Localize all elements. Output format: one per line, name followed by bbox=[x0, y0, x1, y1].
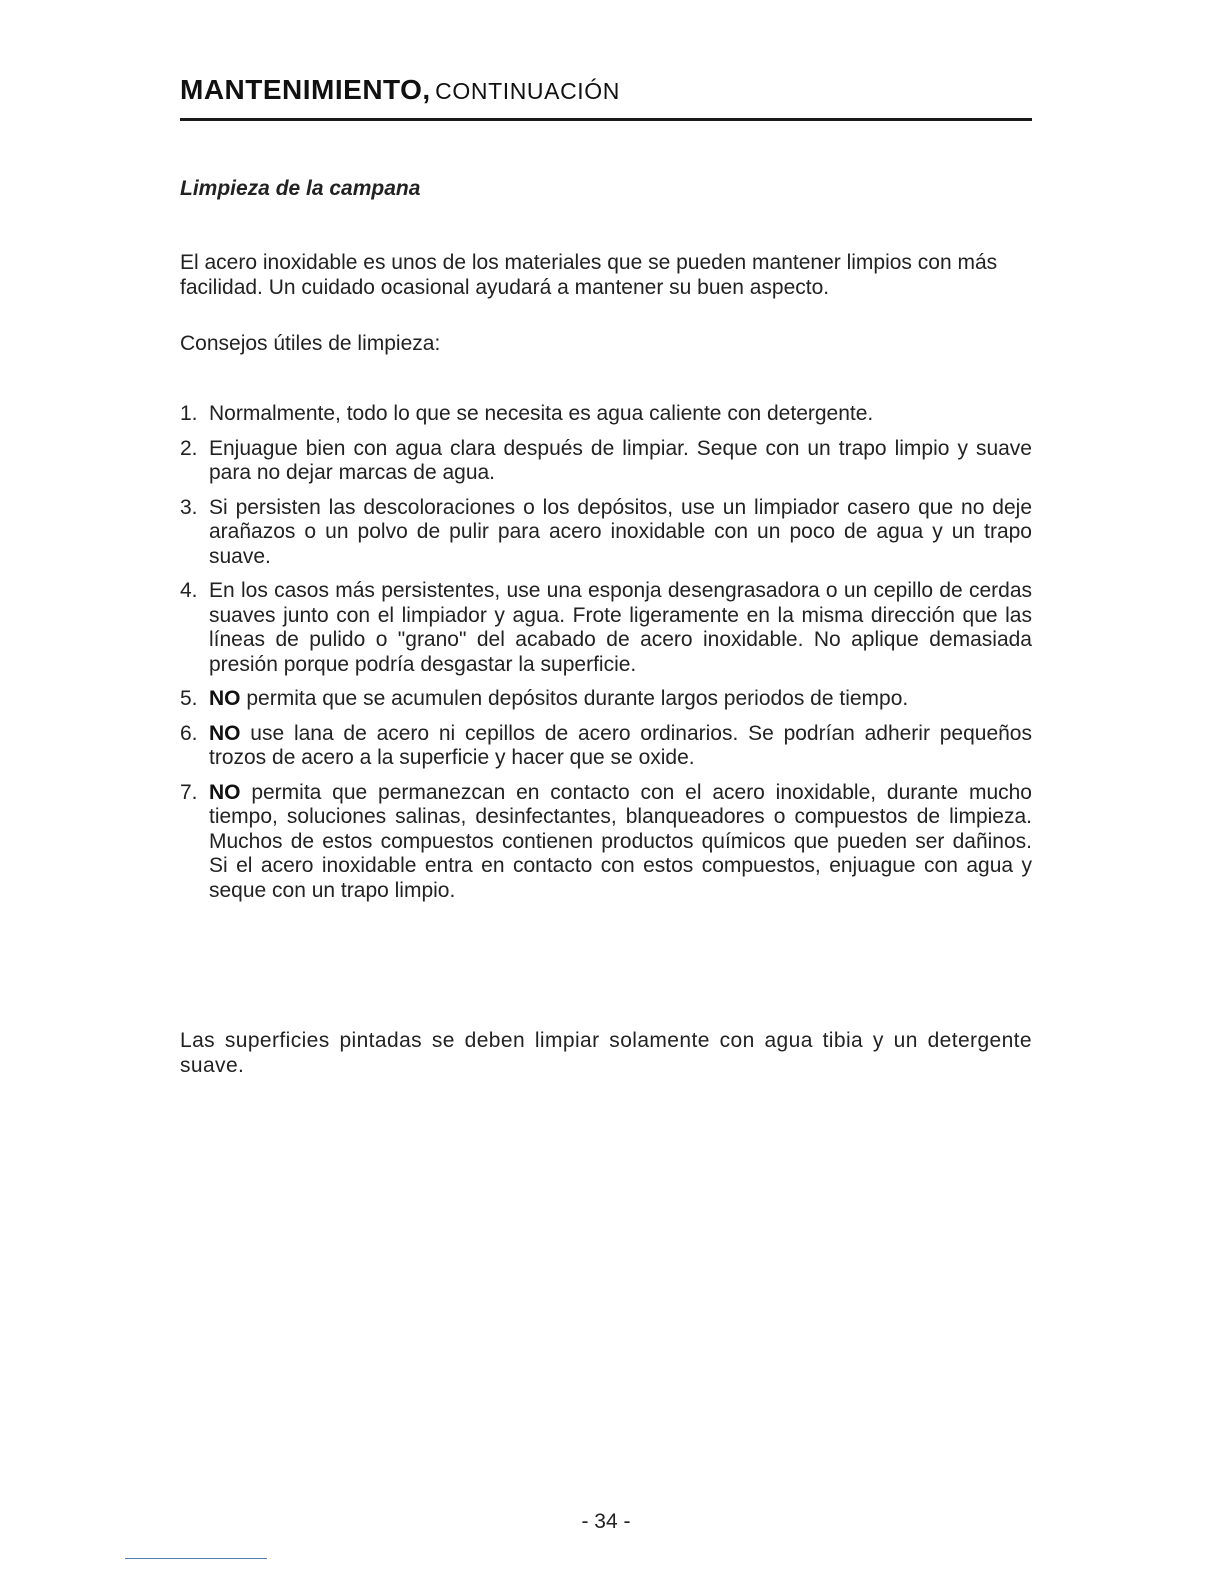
list-item-number: 3. bbox=[180, 495, 198, 519]
page-number: - 34 - bbox=[581, 1510, 631, 1533]
list-item bbox=[180, 687, 1032, 712]
list-item-number: 4. bbox=[180, 579, 198, 602]
document-page bbox=[180, 0, 1032, 1584]
list-item-number: 5. bbox=[180, 687, 198, 710]
list-item-text: permita que se acumulen depósitos durante largos periodos de tiempo. bbox=[246, 687, 909, 710]
list-item-emphasis: NO bbox=[209, 721, 241, 745]
list-item-emphasis: NO bbox=[209, 780, 241, 804]
header-title: MANTENIMIENTO, bbox=[180, 74, 431, 105]
list-item bbox=[180, 722, 1032, 771]
list-item-number: 6. bbox=[180, 721, 198, 745]
list-item bbox=[180, 496, 1032, 570]
footer-rule bbox=[125, 1558, 267, 1559]
list-item bbox=[180, 579, 1032, 677]
cleaning-tips-list bbox=[180, 402, 1032, 903]
closing-paragraph: Las superficies pintadas se deben limpiar solamente con agua tibia y un detergente suave. bbox=[180, 1029, 1032, 1077]
tips-label: Consejos útiles de limpieza: bbox=[180, 332, 441, 355]
list-item-text: Enjuague bien con agua clara después de limpiar. Seque con un trapo limpio y suave para no dejar marcas de agua. bbox=[209, 436, 1032, 484]
list-item-number: 2. bbox=[180, 436, 198, 460]
list-item-text: En los casos más persistentes, use una esponja desengrasadora o un cepillo de cerdas suaves junto con el limpiador y agua. Frote ligeramente en la misma dirección que las líneas de pulido o "grano" del acabado de acero inoxidable. No aplique demasiada presión porque podría desgastar la superficie. bbox=[209, 579, 1032, 676]
list-item-text: permita que permanezcan en contacto con el acero inoxidable, durante mucho tiempo, soluciones salinas, desinfectantes, blanqueadores o compuestos de limpieza. Muchos de estos compuestos contienen productos químicos que pueden ser dañinos. Si el acero inoxidable entra en contacto con estos compuestos, enjuague con agua y seque con un trapo limpio. bbox=[209, 780, 1032, 902]
list-item bbox=[180, 781, 1032, 904]
list-item-text: use lana de acero ni cepillos de acero ordinarios. Se podrían adherir pequeños trozos de acero a la superficie y hacer que se oxide. bbox=[209, 721, 1032, 769]
list-item bbox=[180, 437, 1032, 486]
list-item bbox=[180, 402, 1032, 427]
list-item-number: 1. bbox=[180, 402, 198, 425]
section-title: Limpieza de la campana bbox=[180, 177, 421, 200]
list-item-text: Si persisten las descoloraciones o los depósitos, use un limpiador casero que no deje arañazos o un polvo de pulir para acero inoxidable con un poco de agua y un trapo suave. bbox=[209, 495, 1032, 568]
list-item-number: 7. bbox=[180, 780, 198, 804]
list-item-text: Normalmente, todo lo que se necesita es agua caliente con detergente. bbox=[209, 402, 874, 425]
header-subtitle: CONTINUACIÓN bbox=[435, 78, 620, 104]
page-header bbox=[180, 74, 1032, 121]
intro-paragraph: El acero inoxidable es unos de los materiales que se pueden mantener limpios con más facilidad. Un cuidado ocasional ayudará a mantener su buen aspecto. bbox=[180, 251, 998, 299]
list-item-emphasis: NO bbox=[209, 687, 241, 710]
